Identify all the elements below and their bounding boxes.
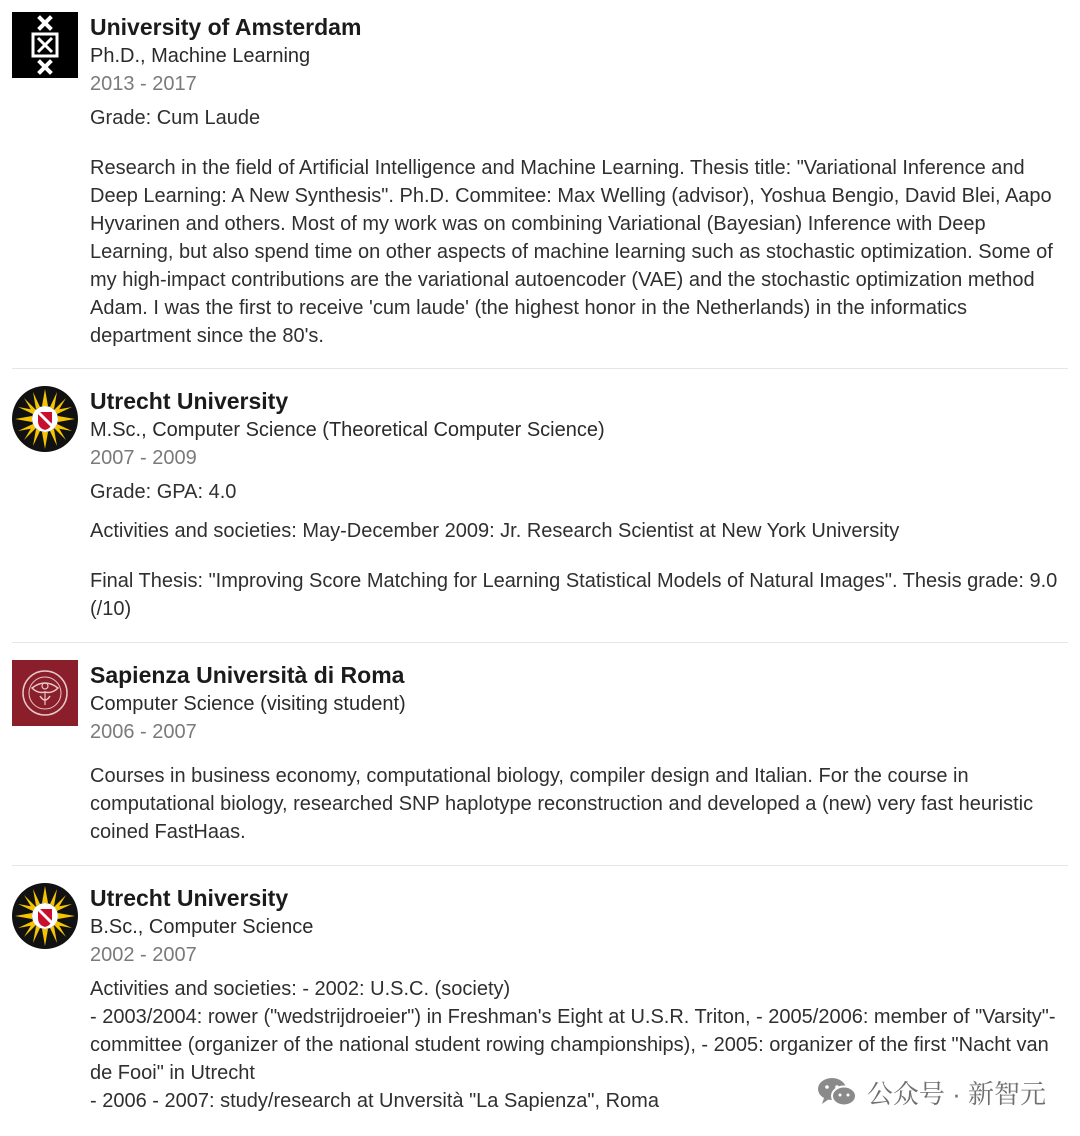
grade: Grade: GPA: 4.0 xyxy=(90,481,237,503)
school-name[interactable]: Utrecht University xyxy=(90,885,289,911)
activities: Activities and societies: May-December 2009: Jr. Research Scientist at New York University xyxy=(90,520,900,542)
dates: 2007 - 2009 xyxy=(90,447,197,469)
school-name[interactable]: University of Amsterdam xyxy=(90,14,362,40)
divider xyxy=(12,865,1068,866)
description: Final Thesis: "Improving Score Matching for Learning Statistical Models of Natural Images". Thesis grade: 9.0 (/10) xyxy=(90,570,1058,620)
dates: 2006 - 2007 xyxy=(90,721,197,743)
degree: Computer Science (visiting student) xyxy=(90,693,406,715)
degree: Ph.D., Machine Learning xyxy=(90,45,311,67)
school-name[interactable]: Utrecht University xyxy=(90,388,289,414)
wechat-icon xyxy=(817,1076,857,1108)
sapienza-logo[interactable] xyxy=(12,660,78,726)
dates: 2013 - 2017 xyxy=(90,73,197,95)
activities-line: - 2003/2004: rower ("wedstrijdroeier") in Freshman's Eight at U.S.R. Triton, - 2005/2006: member of "Varsity"-committee (organizer of the national student rowing championships), - 2005: organizer of the first "Nacht van de Fooi" in Utrecht xyxy=(90,1006,1056,1084)
degree: B.Sc., Computer Science xyxy=(90,916,314,938)
activities-line: Activities and societies: - 2002: U.S.C. (society) xyxy=(90,978,511,1000)
university-of-amsterdam-logo[interactable] xyxy=(12,12,78,78)
description: Courses in business economy, computational biology, compiler design and Italian. For the course in computational biology, researched SNP haplotype reconstruction and developed a (new) very fast heuristic coined FastHaas. xyxy=(90,765,1034,843)
dates: 2002 - 2007 xyxy=(90,944,197,966)
watermark-text: 公众号 · 新智元 xyxy=(866,1078,1046,1109)
school-name[interactable]: Sapienza Università di Roma xyxy=(90,662,405,688)
divider xyxy=(12,642,1068,643)
divider xyxy=(12,368,1068,369)
description: Research in the field of Artificial Intelligence and Machine Learning. Thesis title: "Variational Inference and Deep Learning: A New Synthesis". Ph.D. Commitee: Max Welling (advisor), Yoshua Bengio, David Blei, Aapo Hyvarinen and others. Most of my work was on combining Variational (Bayesian) Inference with Deep Learning, but also spend time on other aspects of machine learning such as stochastic optimization. Some of my high-impact contributions are the variational autoencoder (VAE) and the stochastic optimization method Adam. I was the first to receive 'cum laude' (the highest honor in the Netherlands) in the informatics department since the 80's. xyxy=(90,157,1053,347)
degree: M.Sc., Computer Science (Theoretical Computer Science) xyxy=(90,419,605,441)
utrecht-university-logo[interactable] xyxy=(12,883,78,949)
utrecht-university-logo[interactable] xyxy=(12,386,78,452)
activities-line: - 2006 - 2007: study/research at Unversità "La Sapienza", Roma xyxy=(90,1090,659,1112)
watermark xyxy=(817,1074,1046,1110)
grade: Grade: Cum Laude xyxy=(90,107,261,129)
